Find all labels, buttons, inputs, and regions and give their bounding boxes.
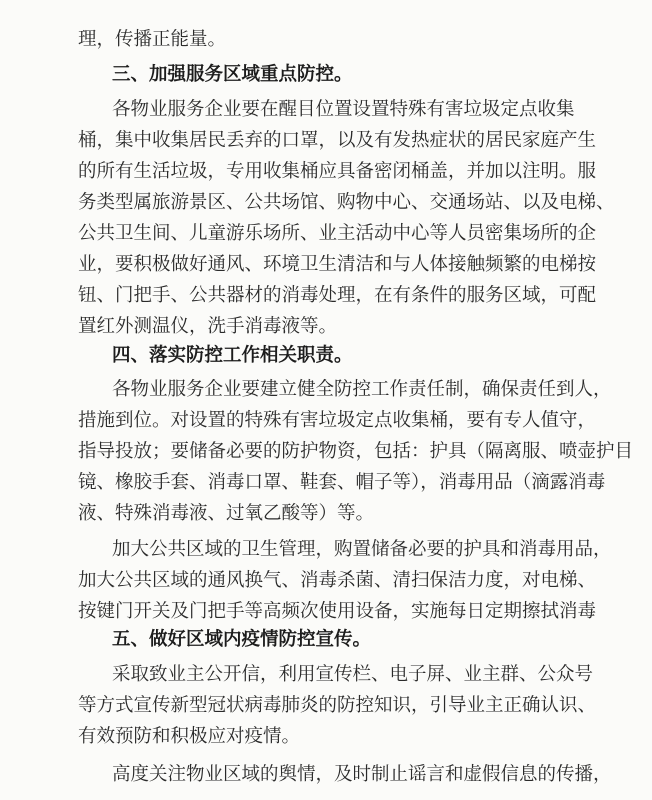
section-heading-4: 四、落实防控工作相关职责。 [112,345,353,366]
section-heading-5: 五、做好区域内疫情防控宣传。 [112,629,372,650]
body-line: 业，要积极做好通风、环境卫生清洁和与人体接触频繁的电梯按 [78,254,597,275]
body-line: 采取致业主公开信，利用宣传栏、电子屏、业主群、公众号 [112,664,594,685]
body-line: 镜、橡胶手套、消毒口罩、鞋套、帽子等），消毒用品（滴露消毒 [78,472,606,493]
body-line: 桶，集中收集居民丢弃的口罩，以及有发热症状的居民家庭产生 [78,130,597,151]
body-line: 各物业服务企业要在醒目位置设置特殊有害垃圾定点收集 [112,99,575,120]
body-line: 务类型属旅游景区、公共场馆、购物中心、交通场站、以及电梯、 [78,192,615,213]
section-heading-3: 三、加强服务区域重点防控。 [112,64,353,85]
body-line: 有效预防和积极应对疫情。 [78,726,301,747]
body-line: 加大公共区域的通风换气、消毒杀菌、清扫保洁力度，对电梯、 [78,570,597,591]
body-line: 液、特殊消毒液、过氧乙酸等）等。 [78,503,375,524]
body-line: 各物业服务企业要建立健全防控工作责任制，确保责任到人， [112,379,612,400]
body-line: 理，传播正能量。 [78,29,227,50]
body-line: 置红外测温仪，洗手消毒液等。 [78,316,338,337]
body-line: 钮、门把手、公共器材的消毒处理，在有条件的服务区域，可配 [78,285,597,306]
body-line: 等方式宣传新型冠状病毒肺炎的防控知识，引导业主正确认识、 [78,695,597,716]
body-line: 加大公共区域的卫生管理，购置储备必要的护具和消毒用品， [112,539,612,560]
body-line: 的所有生活垃圾，专用收集桶应具备密闭桶盖，并加以注明。服 [78,161,597,182]
body-line: 指导投放；要储备必要的防护物资，包括：护具（隔离服、喷壶护目 [78,441,634,462]
body-line: 公共卫生间、儿童游乐场所、业主活动中心等人员密集场所的企 [78,223,597,244]
body-line: 高度关注物业区域的舆情，及时制止谣言和虚假信息的传播， [112,764,612,785]
body-line: 措施到位。对设置的特殊有害垃圾定点收集桶，要有专人值守， [78,410,597,431]
body-line: 按键门开关及门把手等高频次使用设备，实施每日定期擦拭消毒 [78,601,597,622]
